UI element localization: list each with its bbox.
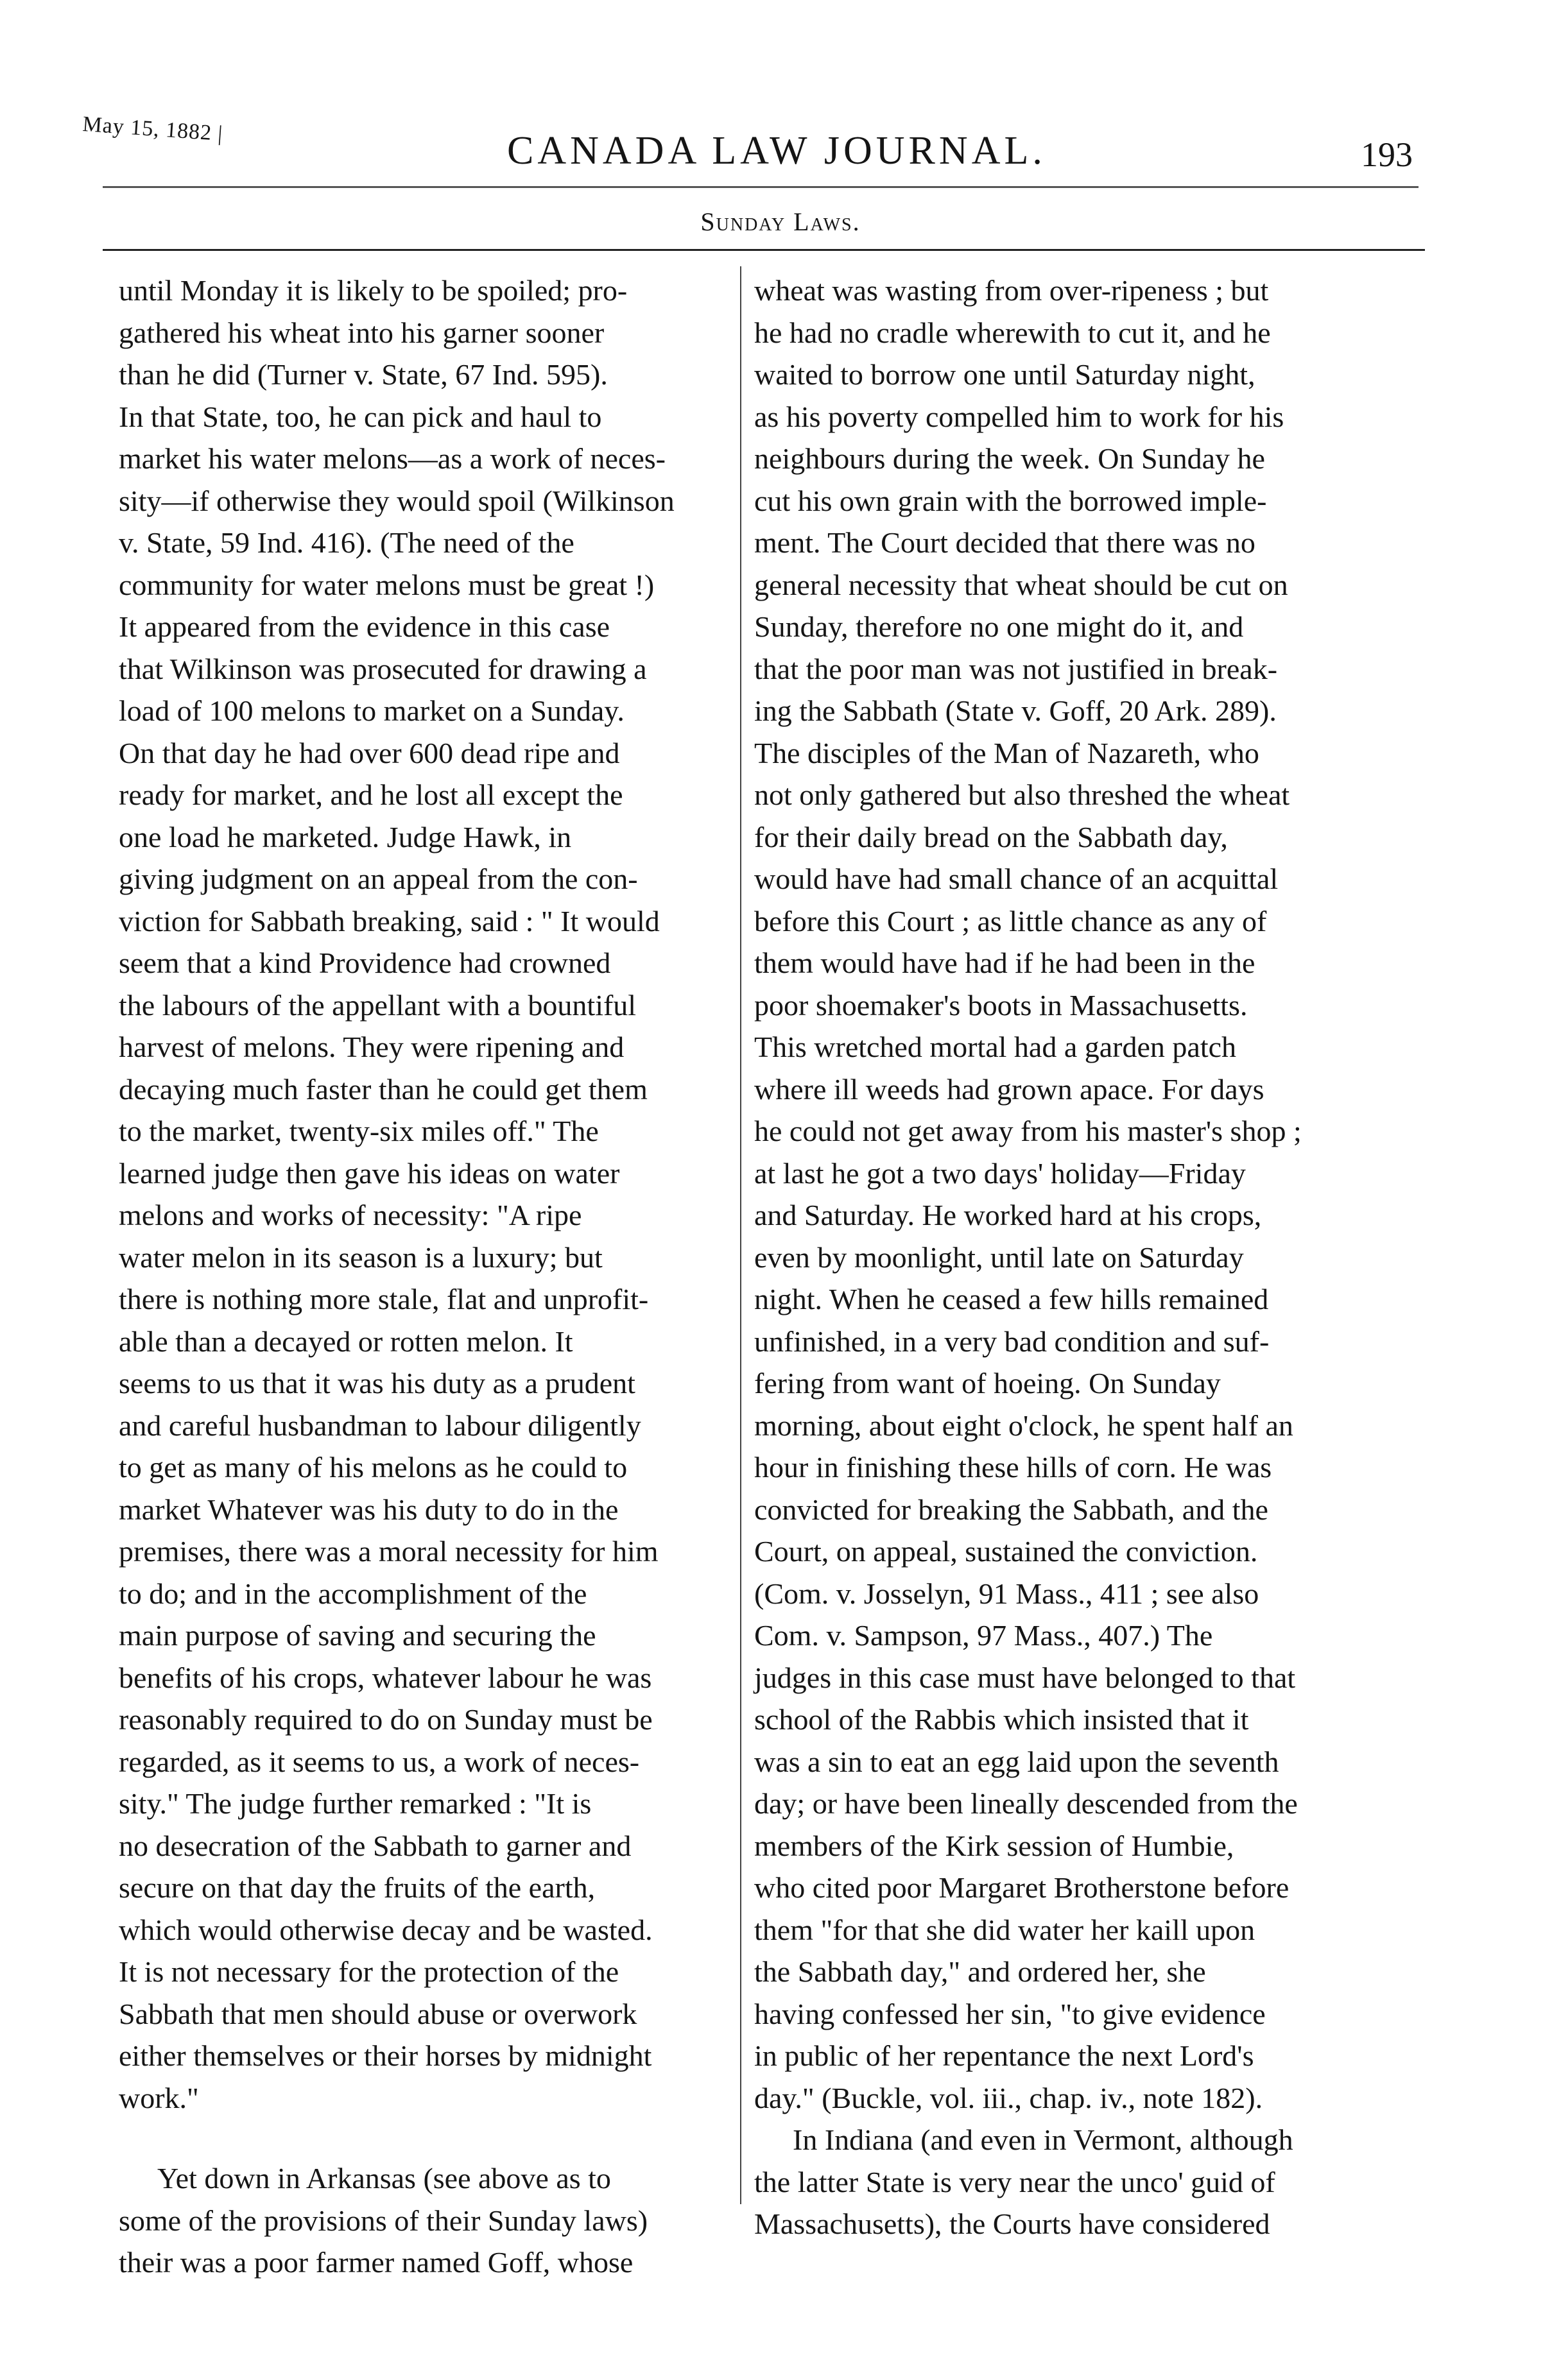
text-line: market his water melons—as a work of neces-	[119, 442, 666, 475]
text-line: he could not get away from his master's shop ;	[754, 1115, 1302, 1147]
text-line: to do; and in the accomplishment of the	[119, 1577, 587, 1610]
text-line: sity—if otherwise they would spoil (Wilkinson	[119, 484, 675, 517]
text-line: unfinished, in a very bad condition and suf-	[754, 1324, 1270, 1358]
right-paragraph-1	[754, 270, 1402, 2119]
text-line: where ill weeds had grown apace. For days	[754, 1072, 1264, 1106]
text-line: In Indiana (and even in Vermont, although	[793, 2123, 1293, 2156]
text-line: ready for market, and he lost all except the	[119, 778, 623, 811]
text-line: melons and works of necessity: "A ripe	[119, 1199, 582, 1231]
text-line: This wretched mortal had a garden patch	[754, 1031, 1237, 1063]
text-line: either themselves or their horses by midnight	[119, 2039, 652, 2072]
text-line: able than a decayed or rotten melon. It	[119, 1324, 573, 1358]
text-line: Court, on appeal, sustained the conviction.	[754, 1535, 1258, 1568]
text-line: than he did (Turner v. State, 67 Ind. 595).	[119, 358, 608, 391]
text-line: for their daily bread on the Sabbath day,	[754, 820, 1228, 853]
text-line: seems to us that it was his duty as a prudent	[119, 1367, 635, 1400]
column-divider	[740, 266, 741, 2204]
right-paragraph-2	[754, 2119, 1402, 2245]
text-line: that Wilkinson was prosecuted for drawing a	[119, 652, 647, 685]
issue-date: May 15, 1882 |	[82, 112, 224, 146]
text-line: Sunday, therefore no one might do it, and	[754, 610, 1244, 643]
text-line: load of 100 melons to market on a Sunday.	[119, 694, 625, 727]
text-line: them "for that she did water her kaill upon	[754, 1913, 1255, 1946]
text-line: main purpose of saving and securing the	[119, 1619, 596, 1652]
text-line: Sabbath that men should abuse or overwork	[119, 1997, 637, 2030]
text-line: It appeared from the evidence in this case	[119, 610, 610, 643]
text-line: convicted for breaking the Sabbath, and the	[754, 1493, 1268, 1526]
text-line: at last he got a two days' holiday—Friday	[754, 1156, 1246, 1190]
text-line: one load he marketed. Judge Hawk, in	[119, 820, 572, 853]
left-paragraph-2	[119, 2157, 732, 2284]
text-line: night. When he ceased a few hills remained	[754, 1283, 1269, 1315]
text-line: not only gathered but also threshed the wheat	[754, 778, 1290, 811]
text-line: to get as many of his melons as he could to	[119, 1451, 628, 1484]
section-rule	[103, 249, 1425, 251]
text-line: the latter State is very near the unco' guid of	[754, 2165, 1275, 2198]
text-line: gathered his wheat into his garner sooner	[119, 316, 605, 349]
page-number: 193	[1361, 135, 1413, 174]
text-line: which would otherwise decay and be wasted.	[119, 1913, 653, 1946]
text-line: that the poor man was not justified in break-	[754, 652, 1278, 685]
text-line: decaying much faster than he could get them	[119, 1072, 648, 1106]
left-column	[119, 270, 732, 2279]
text-line: to the market, twenty-six miles off." The	[119, 1115, 599, 1147]
text-line: reasonably required to do on Sunday must be	[119, 1703, 653, 1736]
section-title: Sunday Laws.	[700, 207, 861, 236]
text-line: regarded, as it seems to us, a work of neces-	[119, 1745, 640, 1778]
text-line: there is nothing more stale, flat and unprofit-	[119, 1283, 649, 1315]
text-line: the labours of the appellant with a bountiful	[119, 988, 637, 1022]
text-line: Com. v. Sampson, 97 Mass., 407.) The	[754, 1619, 1213, 1652]
text-line: Massachusetts), the Courts have considered	[754, 2207, 1270, 2240]
text-line: before this Court ; as little chance as any of	[754, 904, 1267, 937]
text-line: who cited poor Margaret Brotherstone before	[754, 1871, 1289, 1904]
text-line: general necessity that wheat should be cut on	[754, 568, 1288, 601]
text-line: Yet down in Arkansas (see above as to	[157, 2162, 611, 2195]
right-column	[754, 270, 1402, 2240]
text-line: seem that a kind Providence had crowned	[119, 946, 611, 979]
text-line: sity." The judge further remarked : "It is	[119, 1787, 592, 1820]
text-line: hour in finishing these hills of corn. He was	[754, 1451, 1272, 1484]
text-line: learned judge then gave his ideas on water	[119, 1156, 620, 1190]
text-line: wheat was wasting from over-ripeness ; but	[754, 274, 1269, 307]
text-line: benefits of his crops, whatever labour he was	[119, 1661, 652, 1694]
text-line: having confessed her sin, "to give evidence	[754, 1997, 1266, 2030]
text-line: In that State, too, he can pick and haul to	[119, 400, 602, 433]
text-line: waited to borrow one until Saturday night,	[754, 358, 1255, 391]
text-line: cut his own grain with the borrowed imple-	[754, 484, 1267, 517]
text-line: poor shoemaker's boots in Massachusetts.	[754, 988, 1248, 1022]
text-line: and careful husbandman to labour diligently	[119, 1408, 641, 1442]
text-line: giving judgment on an appeal from the con-	[119, 862, 638, 895]
text-line: judges in this case must have belonged to that	[754, 1661, 1296, 1694]
text-line: even by moonlight, until late on Saturday	[754, 1240, 1244, 1274]
text-line: neighbours during the week. On Sunday he	[754, 442, 1265, 475]
text-line: until Monday it is likely to be spoiled; pro-	[119, 274, 628, 307]
text-line: school of the Rabbis which insisted that it	[754, 1703, 1249, 1736]
text-line: he had no cradle wherewith to cut it, and he	[754, 316, 1271, 349]
text-line: ing the Sabbath (State v. Goff, 20 Ark. 289).	[754, 694, 1277, 727]
text-line: them would have had if he had been in the	[754, 946, 1255, 979]
text-line: some of the provisions of their Sunday laws)	[119, 2204, 648, 2237]
text-line: their was a poor farmer named Goff, whose	[119, 2246, 634, 2279]
text-line: It is not necessary for the protection of the	[119, 1955, 619, 1988]
text-line: harvest of melons. They were ripening and	[119, 1031, 625, 1063]
text-line: On that day he had over 600 dead ripe and	[119, 736, 620, 769]
text-line: community for water melons must be great !)	[119, 568, 655, 601]
left-paragraph-1	[119, 270, 732, 2119]
text-line: work."	[119, 2081, 199, 2114]
text-line: ment. The Court decided that there was no	[754, 526, 1255, 559]
text-line: premises, there was a moral necessity for him	[119, 1535, 659, 1568]
text-line: fering from want of hoeing. On Sunday	[754, 1367, 1221, 1400]
text-line: day." (Buckle, vol. iii., chap. iv., note 182).	[754, 2081, 1263, 2114]
text-line: water melon in its season is a luxury; but	[119, 1240, 603, 1274]
text-line: viction for Sabbath breaking, said : " It would	[119, 904, 660, 937]
text-line: market Whatever was his duty to do in the	[119, 1493, 619, 1526]
text-line: the Sabbath day," and ordered her, she	[754, 1955, 1206, 1988]
text-line: was a sin to eat an egg laid upon the seventh	[754, 1745, 1279, 1778]
text-line: day; or have been lineally descended from the	[754, 1787, 1298, 1820]
text-line: morning, about eight o'clock, he spent half an	[754, 1408, 1293, 1442]
text-line: would have had small chance of an acquittal	[754, 862, 1279, 895]
journal-title: CANADA LAW JOURNAL.	[507, 129, 1046, 173]
text-line: and Saturday. He worked hard at his crops,	[754, 1199, 1262, 1231]
text-line: The disciples of the Man of Nazareth, who	[754, 736, 1259, 769]
text-line: as his poverty compelled him to work for his	[754, 400, 1284, 433]
text-line: v. State, 59 Ind. 416). (The need of the	[119, 526, 574, 559]
text-line: (Com. v. Josselyn, 91 Mass., 411 ; see also	[754, 1577, 1259, 1610]
text-line: members of the Kirk session of Humbie,	[754, 1829, 1234, 1862]
paragraph-gap	[119, 2119, 732, 2157]
text-line: in public of her repentance the next Lord's	[754, 2039, 1254, 2072]
header-rule	[103, 186, 1419, 188]
text-line: no desecration of the Sabbath to garner and	[119, 1829, 632, 1862]
text-line: secure on that day the fruits of the earth,	[119, 1871, 596, 1904]
